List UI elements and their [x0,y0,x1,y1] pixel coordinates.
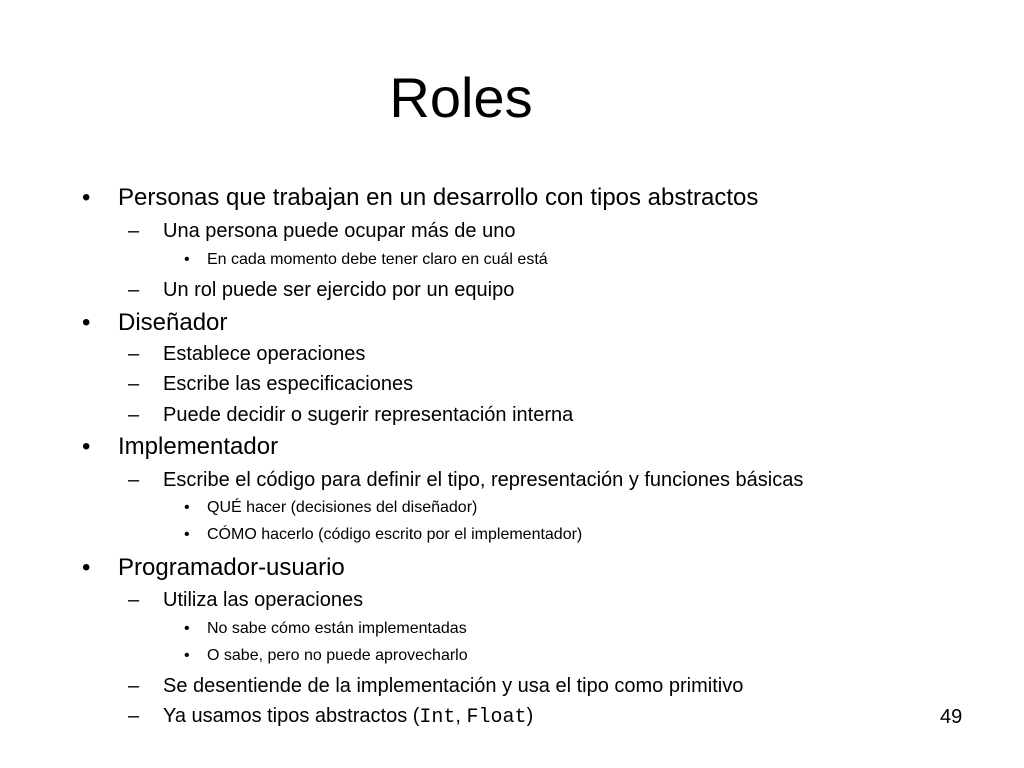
page-number: 49 [940,706,963,728]
subbullet-text: Se desentiende de la implementación y usa el tipo como primitivo [163,675,744,697]
bullet-programador-usuario [82,554,345,581]
dash-marker: – [128,404,140,426]
subsubbullet-text: No sabe cómo están implementadas [207,620,467,637]
closing-paren: ) [526,705,534,727]
separator-text: , [455,705,467,727]
subbullet-text: Escribe el código para definir el tipo, representación y funciones básicas [163,469,804,491]
dash-marker: – [128,343,140,365]
slide-title: Roles [389,66,533,129]
subsubbullet-no-sabe [184,620,467,637]
code-float: Float [466,706,527,729]
subbullet-text: Ya usamos tipos abstractos ( [163,705,420,727]
dash-marker: – [128,469,140,491]
subsubbullet-text: CÓMO hacerlo (código escrito por el implementador) [207,526,583,543]
subbullet-una-persona [128,220,516,242]
subbullet-escribe-especificaciones [128,373,414,395]
bullet-text: Diseñador [118,309,228,336]
subbullet-puede-decidir [128,404,574,426]
subbullet-se-desentiende [128,675,744,697]
dash-marker: – [128,279,140,301]
subbullet-un-rol [128,279,515,301]
subbullet-utiliza [128,589,364,611]
bullet-text: Programador-usuario [118,554,345,581]
subbullet-text: Un rol puede ser ejercido por un equipo [163,279,515,301]
subsubbullet-text: En cada momento debe tener claro en cuál está [207,251,548,268]
subbullet-escribe-codigo [128,469,804,491]
bullet-marker: • [184,251,190,268]
dash-marker: – [128,675,140,697]
subsubbullet-cada-momento [184,251,548,268]
bullet-marker: • [82,433,91,460]
bullet-marker: • [82,554,91,581]
dash-marker: – [128,705,140,727]
subbullet-text: Utiliza las operaciones [163,589,364,611]
subbullet-text: Puede decidir o sugerir representación interna [163,404,574,426]
dash-marker: – [128,220,140,242]
bullet-text: Personas que trabajan en un desarrollo con tipos abstractos [118,184,759,211]
bullet-marker: • [82,184,91,211]
subbullet-ya-usamos [128,705,534,729]
subsubbullet-text: O sabe, pero no puede aprovecharlo [207,647,468,664]
bullet-marker: • [82,309,91,336]
bullet-marker: • [184,499,190,516]
subsubbullet-que-hacer [184,499,478,516]
dash-marker: – [128,589,140,611]
subbullet-text: Escribe las especificaciones [163,373,414,395]
dash-marker: – [128,373,140,395]
bullet-personas [82,184,759,211]
subsubbullet-como-hacerlo [184,526,583,543]
bullet-text: Implementador [118,433,279,460]
bullet-marker: • [184,647,190,664]
subsubbullet-o-sabe [184,647,468,664]
subsubbullet-text: QUÉ hacer (decisiones del diseñador) [207,499,478,516]
bullet-marker: • [184,620,190,637]
bullet-disenador [82,309,228,336]
subbullet-text: Una persona puede ocupar más de uno [163,220,516,242]
subbullet-text: Establece operaciones [163,343,366,365]
bullet-implementador [82,433,279,460]
subbullet-establece [128,343,366,365]
code-int: Int [419,706,456,729]
bullet-marker: • [184,526,190,543]
